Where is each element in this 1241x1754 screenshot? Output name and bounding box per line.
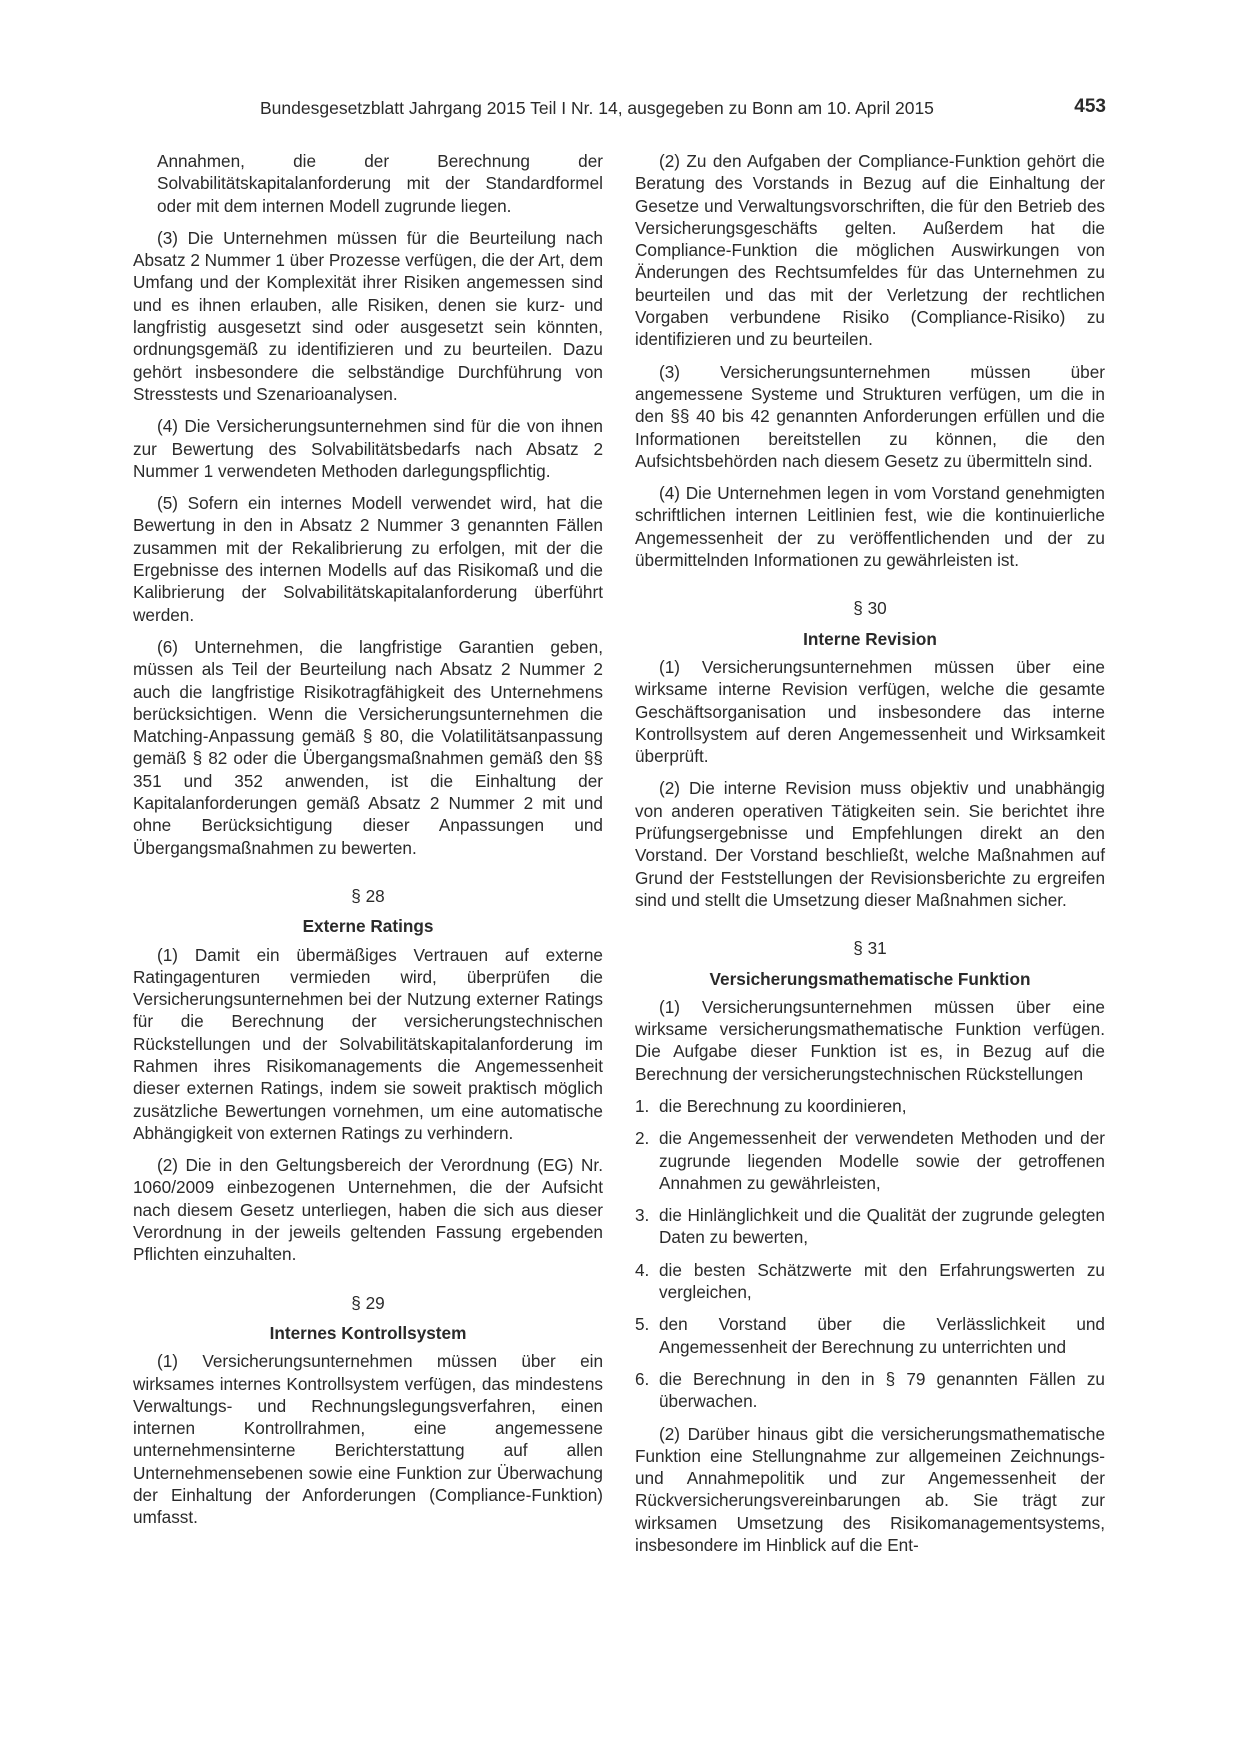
paragraph-3: (3) Die Unternehmen müssen für die Beurteilung nach Absatz 2 Nummer 1 über Prozesse verfügen, die der Art, dem Umfang und der Komplexität ihrer Risiken angemessen sind und es ihnen erlauben, alle Risiken, denen sie kurz- und langfristig ausgesetzt sind oder ausgesetzt sein könnten, ordnungsgemäß zu identifizieren und zu beurteilen. Dazu gehört insbesondere die selbständige Durchführung von Stresstests und Szenarioanalysen.	[133, 227, 604, 404]
section-29-title: Internes Kontrollsystem	[269, 1322, 467, 1343]
section-29-paragraph-3: (3) Versicherungsunternehmen müssen über angemessene Systeme und Strukturen verfügen, um die in den §§ 40 bis 42 genannten Anforderungen erfüllen und die Informationen bereitstellen zu können, die den Aufsichtsbehörden nach diesem Gesetz zu übermitteln sind.	[635, 361, 1105, 471]
section-31-paragraph-1: (1) Versicherungsunternehmen müssen über eine wirksame versicherungsmathematische Funktion verfügen. Die Aufgabe dieser Funktion ist es, in Bezug auf die Berechnung der versicherungstechnischen Rückstellungen	[635, 996, 1105, 1084]
list-item	[635, 1095, 1105, 1117]
page-number: 453	[1074, 96, 1106, 117]
section-30-paragraph-2: (2) Die interne Revision muss objektiv und unabhängig von anderen operativen Tätigkeiten sein. Sie berichtet ihre Prüfungsergebnisse und Empfehlungen direkt an den Vorstand. Der Vorstand beschließt, welche Maßnahmen auf Grund der Feststellungen der Revisionsberichte zu ergreifen sind und stellt die Umsetzung dieser Maßnahmen sicher.	[635, 778, 1105, 910]
paragraph-5: (5) Sofern ein internes Modell verwendet wird, hat die Bewertung in den in Absatz 2 Nummer 3 genannten Fällen zusammen mit der Rekalibrierung zu erfolgen, mit der die Ergebnisse des internen Modells auf das Risikomaß und die Kalibrierung der Solvabilitätskapitalanforderung überführt werden.	[133, 493, 603, 625]
section-31-list	[635, 1095, 1105, 1413]
page-header	[130, 98, 1106, 128]
section-31-number: § 31	[853, 938, 887, 959]
list-number: 6.	[635, 1368, 650, 1389]
list-text: die Angemessenheit der verwendeten Methoden und der zugrunde liegenden Modelle sowie der getroffenen Annahmen zu gewährleisten,	[659, 1128, 1105, 1193]
section-30-title: Interne Revision	[803, 628, 937, 649]
running-title: Bundesgesetzblatt Jahrgang 2015 Teil I Nr. 14, ausgegeben zu Bonn am 10. April 2015	[260, 98, 934, 118]
section-28-paragraph-2: (2) Die in den Geltungsbereich der Verordnung (EG) Nr. 1060/2009 einbezogenen Unternehmen, die der Aufsicht nach diesem Gesetz unterliegen, haben die sich aus dieser Verordnung in der jeweils geltenden Fassung ergebenden Pflichten einzuhalten.	[133, 1155, 603, 1265]
section-30-paragraph-1: (1) Versicherungsunternehmen müssen über eine wirksame interne Revision verfügen, welche die gesamte Geschäftsorganisation und insbesondere das interne Kontrollsystem auf deren Angemessenheit und Wirksamkeit überprüft.	[635, 656, 1105, 767]
paragraph-6: (6) Unternehmen, die langfristige Garantien geben, müssen als Teil der Beurteilung nach Absatz 2 Nummer 2 auch die langfristige Risikotragfähigkeit des Unternehmens berücksichtigen. Wenn die Versicherungsunternehmen die Matching-Anpassung gemäß § 80, die Volatilitätsanpassung gemäß § 82 oder die Übergangsmaßnahmen gemäß den §§ 351 und 352 anwenden, ist die Einhaltung der Kapitalanforderungen gemäß Absatz 2 Nummer 2 mit und ohne Berücksichtigung dieser Anpassungen und Übergangsmaßnahmen zu bewerten.	[133, 636, 603, 858]
section-30-number: § 30	[853, 598, 887, 619]
list-number: 4.	[635, 1259, 650, 1280]
list-number: 1.	[635, 1095, 650, 1116]
paragraph-continuation: Annahmen, die der Berechnung der Solvabilitätskapitalanforderung mit der Standardformel oder mit dem internen Modell zugrunde liegen.	[157, 151, 603, 216]
list-item	[635, 1204, 1105, 1249]
section-29-paragraph-4: (4) Die Unternehmen legen in vom Vorstand genehmigten schriftlichen internen Leitlinien fest, wie die kontinuierliche Angemessenheit der zu veröffentlichenden und der zu übermittelnden Informationen zu gewährleisten ist.	[635, 483, 1105, 571]
list-number: 5.	[635, 1314, 650, 1335]
list-text: den Vorstand über die Verlässlichkeit und Angemessenheit der Berechnung zu unterrichten und	[659, 1314, 1105, 1357]
section-29-number: § 29	[351, 1292, 385, 1313]
list-item	[635, 1313, 1105, 1358]
section-31-title: Versicherungsmathematische Funktion	[709, 968, 1031, 989]
list-item	[635, 1127, 1105, 1194]
section-29-paragraph-2: (2) Zu den Aufgaben der Compliance-Funktion gehört die Beratung des Vorstands in Bezug auf die Einhaltung der Gesetze und Verwaltungsvorschriften, die für den Betrieb des Versicherungsgeschäfts gelten. Außerdem hat die Compliance-Funktion die möglichen Auswirkungen von Änderungen des Rechtsumfeldes für das Unternehmen zu beurteilen und das mit der Verletzung der rechtlichen Vorgaben verbundene Risiko (Compliance-Risiko) zu identifizieren und zu beurteilen.	[635, 151, 1105, 350]
section-28-number: § 28	[351, 885, 385, 906]
list-text: die Berechnung zu koordinieren,	[659, 1095, 907, 1116]
section-31-paragraph-2: (2) Darüber hinaus gibt die versicherungsmathematische Funktion eine Stellungnahme zur allgemeinen Zeichnungs- und Annahmepolitik und zur Angemessenheit der Rückversicherungsvereinbarungen ab. Sie trägt zur wirksamen Umsetzung des Risikomanagementsystems, insbesondere im Hinblick auf die Ent-	[635, 1423, 1105, 1556]
section-28-paragraph-1: (1) Damit ein übermäßiges Vertrauen auf externe Ratingagenturen vermieden wird, überprüfen die Versicherungsunternehmen bei der Nutzung externer Ratings für die Berechnung der versicherungstechnischen Rückstellungen und der Solvabilitätskapitalanforderung im Rahmen ihres Risikomanagements die Angemessenheit dieser externen Ratings, indem sie soweit praktisch möglich zusätzliche Bewertungen vornehmen, um eine automatische Abhängigkeit von externen Ratings zu verhindern.	[133, 944, 603, 1143]
list-text: die Hinlänglichkeit und die Qualität der zugrunde gelegten Daten zu bewerten,	[659, 1205, 1105, 1248]
list-number: 3.	[635, 1205, 650, 1226]
list-text: die Berechnung in den in § 79 genannten Fällen zu überwachen.	[659, 1368, 1105, 1412]
left-column	[133, 150, 603, 1539]
section-28-title: Externe Ratings	[302, 916, 434, 937]
list-text: die besten Schätzwerte mit den Erfahrungswerten zu vergleichen,	[659, 1259, 1105, 1303]
list-number: 2.	[635, 1128, 650, 1149]
right-column	[635, 150, 1105, 1566]
list-item	[635, 1368, 1105, 1413]
paragraph-4: (4) Die Versicherungsunternehmen sind für die von ihnen zur Bewertung des Solvabilitätsbedarfs nach Absatz 2 Nummer 1 verwendeten Methoden darlegungspflichtig.	[133, 416, 603, 481]
section-29-paragraph-1: (1) Versicherungsunternehmen müssen über ein wirksames internes Kontrollsystem verfügen, das mindestens Verwaltungs- und Rechnungslegungsverfahren, einen internen Kontrollrahmen, eine angemessene unternehmensinterne Berichterstattung auf allen Unternehmensebenen sowie eine Funktion zur Überwachung der Einhaltung der Anforderungen (Compliance-Funktion) umfasst.	[133, 1351, 603, 1528]
list-item	[635, 1259, 1105, 1304]
